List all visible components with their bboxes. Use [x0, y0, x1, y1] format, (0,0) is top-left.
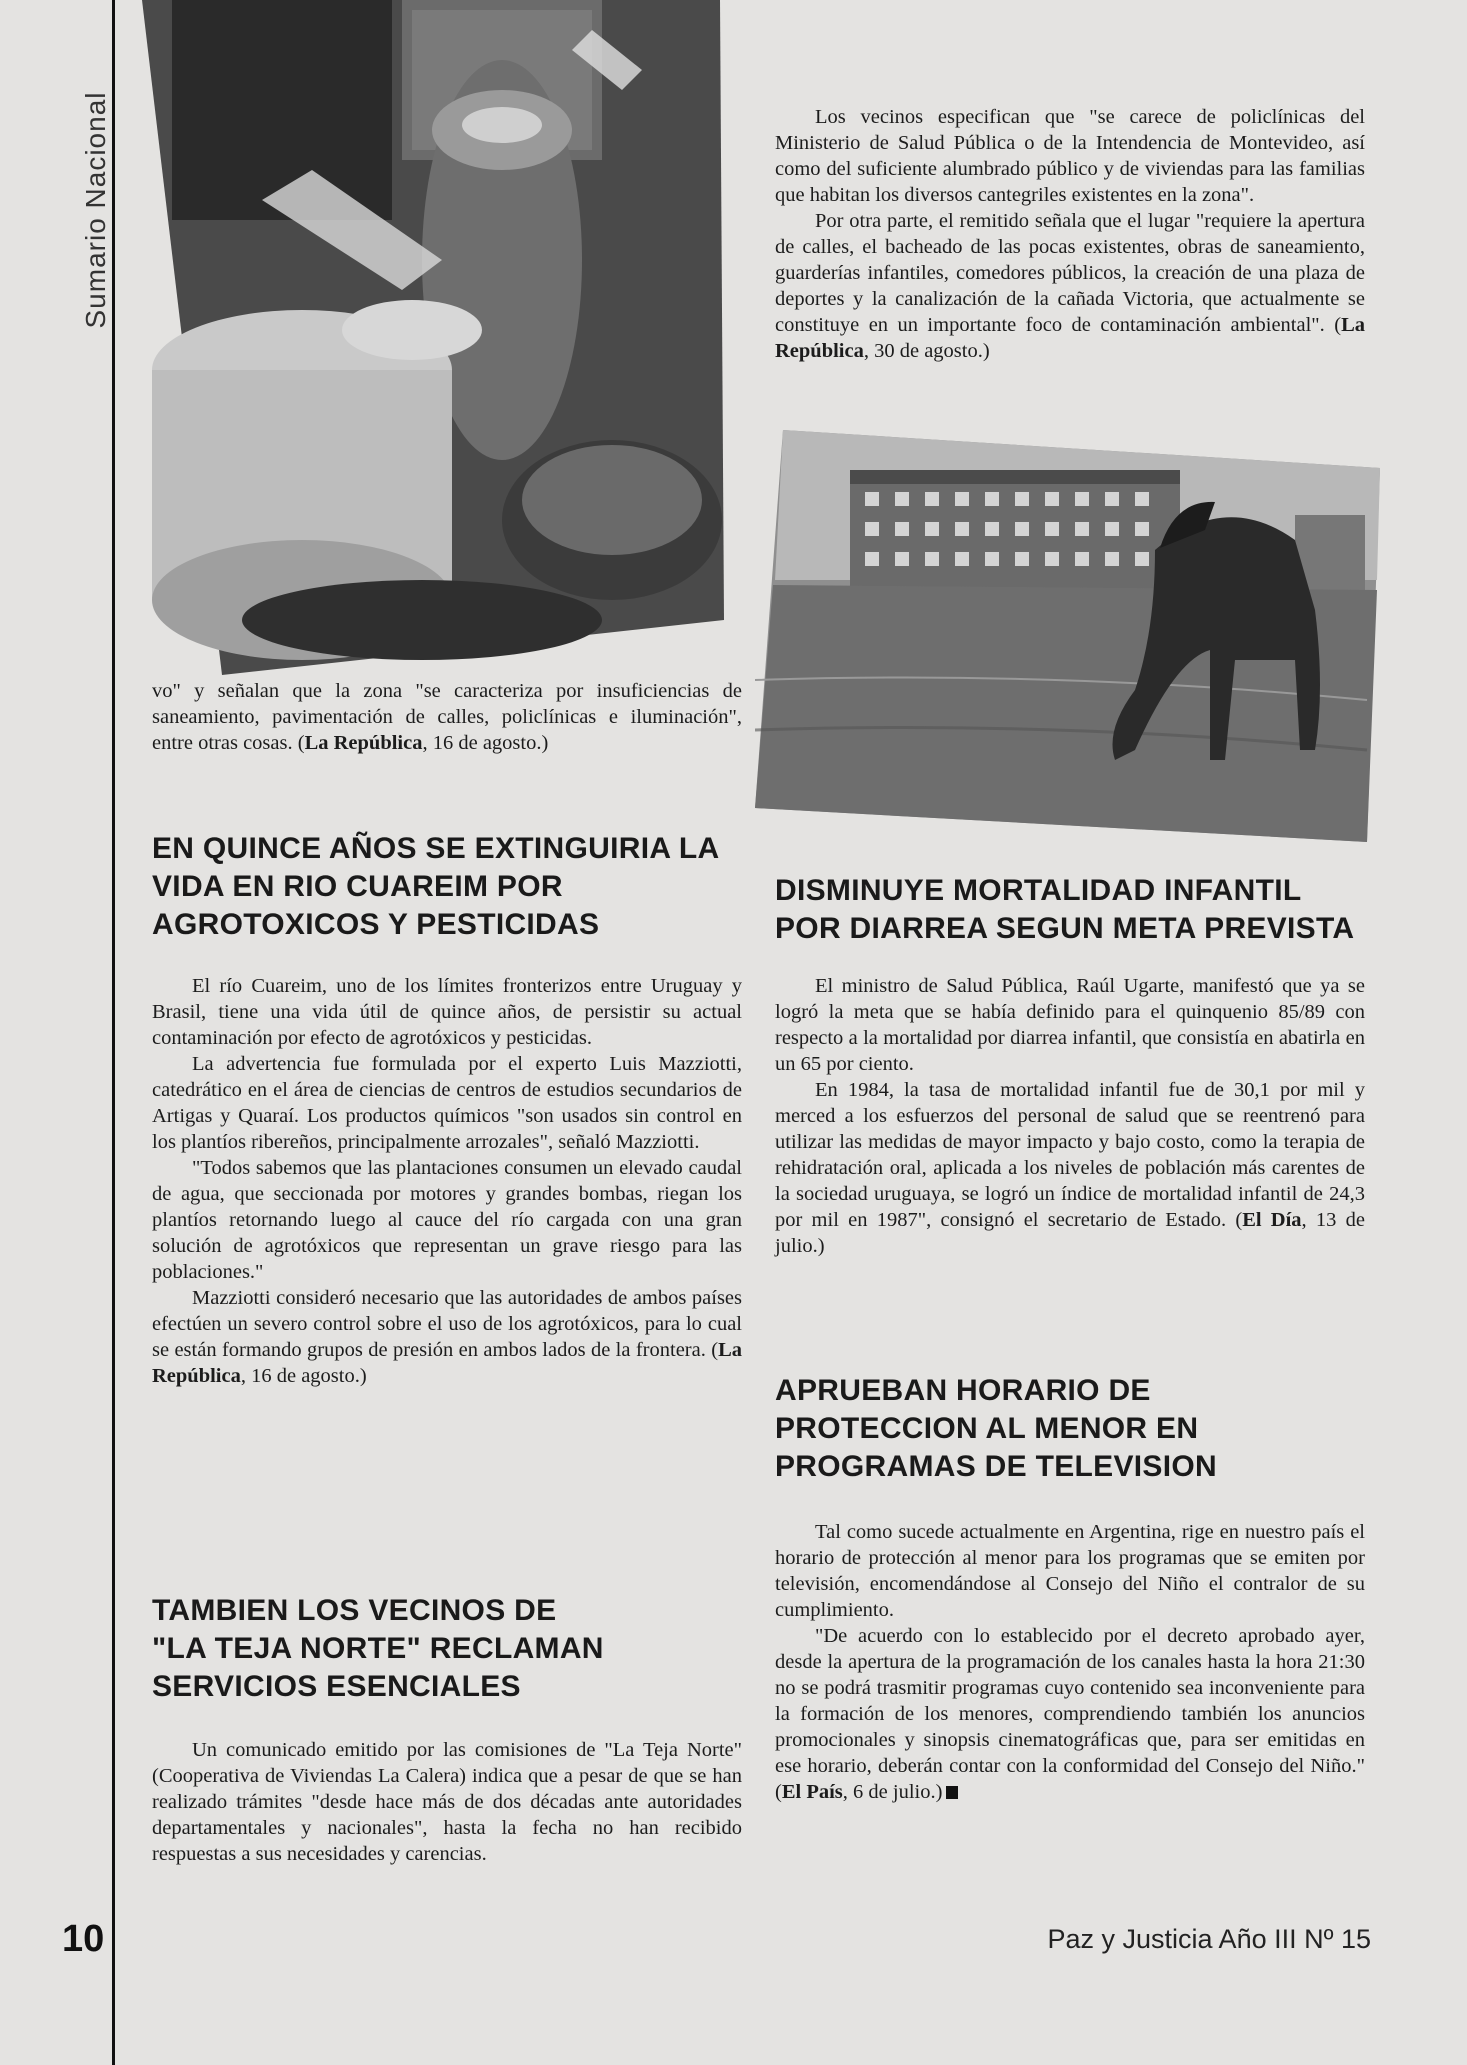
water-hydrant-photo-image: [142, 0, 730, 680]
article-teja-cont-body: [775, 104, 1365, 364]
footer-publication: Paz y Justicia Año III Nº 15: [1047, 1924, 1371, 1954]
section-label: Sumario Nacional: [80, 91, 111, 329]
headline-cuareim: [152, 830, 752, 944]
headline-cuareim-line-1: EN QUINCE AÑOS SE EXTINGUIRIA LA: [152, 832, 720, 865]
article-horario-body: [775, 1519, 1365, 1805]
article-paragraph: [775, 1077, 1365, 1259]
headline-mortalidad-line-2: POR DIARREA SEGUN META PREVISTA: [775, 912, 1355, 945]
article-cuareim-body: [152, 973, 742, 1389]
caption-left-text: vo" y señalan que la zona "se caracteriza por insuficiencias de saneamiento, pavimentación de calles, policlínicas e iluminación", entre otras cosas. (: [152, 680, 742, 754]
article-mortalidad-date: , 13 de julio.): [775, 1209, 1365, 1257]
article-paragraph: [775, 1623, 1365, 1805]
article-paragraph: Tal como sucede actualmente en Argentina, rige en nuestro país el horario de protección al menor para los programas que se emiten por televisión, encomendándose al Consejo del Niño el contralor de su cumplimiento.: [775, 1521, 1365, 1621]
article-teja-cont-source: La República: [775, 314, 1365, 362]
headline-cuareim-line-2: VIDA EN RIO CUAREIM POR: [152, 870, 563, 903]
page-number: 10: [62, 1918, 105, 1960]
headline-mortalidad-line-1: DISMINUYE MORTALIDAD INFANTIL: [775, 874, 1302, 907]
article-horario-source: El País: [781, 1781, 843, 1803]
article-cuareim-date: , 16 de agosto.): [240, 1365, 367, 1387]
headline-mortalidad: [775, 872, 1375, 948]
headline-horario-line-2: PROTECCION AL MENOR EN: [775, 1412, 1199, 1445]
article-horario-last-text: "De acuerdo con lo establecido por el decreto aprobado ayer, desde la apertura de la programación de los canales hasta la hora 21:30 no se podrá trasmitir programas cuyo contenido sea inconveniente para la formación de los menores, comprendiendo también los anuncios promocionales y sinopsis cinematográficas que, para ser emitidas en ese horario, deberán contar con la conformidad del Consejo del Niño." (: [775, 1625, 1365, 1803]
article-cuareim-last-text: Mazziotti consideró necesario que las autoridades de ambos países efectúen un severo control sobre el uso de los agrotóxicos, para lo cual se están formando grupos de presión en ambos lados de la frontera. (: [152, 1287, 742, 1361]
caption-left-date: , 16 de agosto.): [422, 732, 549, 754]
article-mortalidad-source: El Día: [1242, 1209, 1302, 1231]
article-teja-cont-date: , 30 de agosto.): [863, 340, 990, 362]
caption-left-source: La República: [304, 732, 423, 754]
article-paragraph: [775, 208, 1365, 364]
headline-horario-line-3: PROGRAMAS DE TELEVISION: [775, 1450, 1217, 1483]
headline-cuareim-line-3: AGROTOXICOS Y PESTICIDAS: [152, 908, 600, 941]
housing-horse-photo-image: [755, 430, 1380, 842]
headline-horario-line-1: APRUEBAN HORARIO DE: [775, 1374, 1151, 1407]
headline-teja-line-2: "LA TEJA NORTE" RECLAMAN: [152, 1632, 604, 1665]
article-paragraph: "Todos sabemos que las plantaciones consumen un elevado caudal de agua, que seccionada por motores y grandes bombas, riegan los plantíos retornando luego al cauce del río cargada con una gran solución de agrotóxicos que representan un grave riesgo para las poblaciones.": [152, 1157, 742, 1283]
article-paragraph: La advertencia fue formulada por el experto Luis Mazziotti, catedrático en el área de ciencias de centros de estudios secundarios de Artigas y Quaraí. Los productos químicos "son usados sin control en los plantíos ribereños, principalmente arrozales", señaló Mazziotti.: [152, 1053, 742, 1153]
article-paragraph: Un comunicado emitido por las comisiones de "La Teja Norte" (Cooperativa de Viviendas La Calera) indica que a pesar de que se han realizado trámites "desde hace más de dos décadas ante autoridades departamentales y nacionales", hasta la fecha no han recibido respuestas a sus necesidades y carencias.: [152, 1739, 742, 1865]
article-paragraph: [152, 1285, 742, 1389]
caption-left: [152, 678, 742, 756]
headline-horario: [775, 1372, 1375, 1486]
article-paragraph: El ministro de Salud Pública, Raúl Ugarte, manifestó que ya se logró la meta que se había definido para el quinquenio 85/89 con respecto a la mortalidad por diarrea infantil, que consistía en abatirla en un 65 por ciento.: [775, 975, 1365, 1075]
headline-teja-line-3: SERVICIOS ESENCIALES: [152, 1670, 521, 1703]
headline-teja: [152, 1592, 752, 1706]
end-square-icon: [946, 1786, 958, 1799]
article-mortalidad-last-text: En 1984, la tasa de mortalidad infantil fue de 30,1 por mil y merced a los esfuerzos del personal de salud que se reentrenó para utilizar las medidas de mayor impacto y bajo costo, como la terapia de rehidratación oral, aplicada a los niveles de población más carentes de la sociedad uruguaya, se logró un índice de mortalidad infantil de 24,3 por mil en 1987", consignó el secretario de Estado. (: [775, 1079, 1365, 1231]
article-teja-cont-last-text: Por otra parte, el remitido señala que el lugar "requiere la apertura de calles, el bacheado de las pocas existentes, obras de saneamiento, guarderías infantiles, comedores públicos, la creación de una plaza de deportes y la canalización de la cañada Victoria, que actualmente se constituye en un importante foco de contaminación ambiental". (: [775, 210, 1365, 336]
article-mortalidad-body: [775, 973, 1365, 1259]
article-paragraph: Los vecinos especifican que "se carece de policlínicas del Ministerio de Salud Pública o de la Intendencia de Montevideo, así como del suficiente alumbrado público y de viviendas para las familias que habitan los diversos cantegriles existentes en la zona".: [775, 106, 1365, 206]
article-teja-body: [152, 1737, 742, 1867]
article-horario-date: , 6 de julio.): [842, 1781, 943, 1803]
headline-teja-line-1: TAMBIEN LOS VECINOS DE: [152, 1594, 557, 1627]
article-cuareim-source: La República: [152, 1339, 742, 1387]
article-paragraph: El río Cuareim, uno de los límites fronterizos entre Uruguay y Brasil, tiene una vida útil de quince años, de persistir su actual contaminación por efecto de agrotóxicos y pesticidas.: [152, 975, 742, 1049]
housing-horse-photo: [755, 430, 1380, 842]
water-hydrant-photo: [142, 0, 730, 680]
